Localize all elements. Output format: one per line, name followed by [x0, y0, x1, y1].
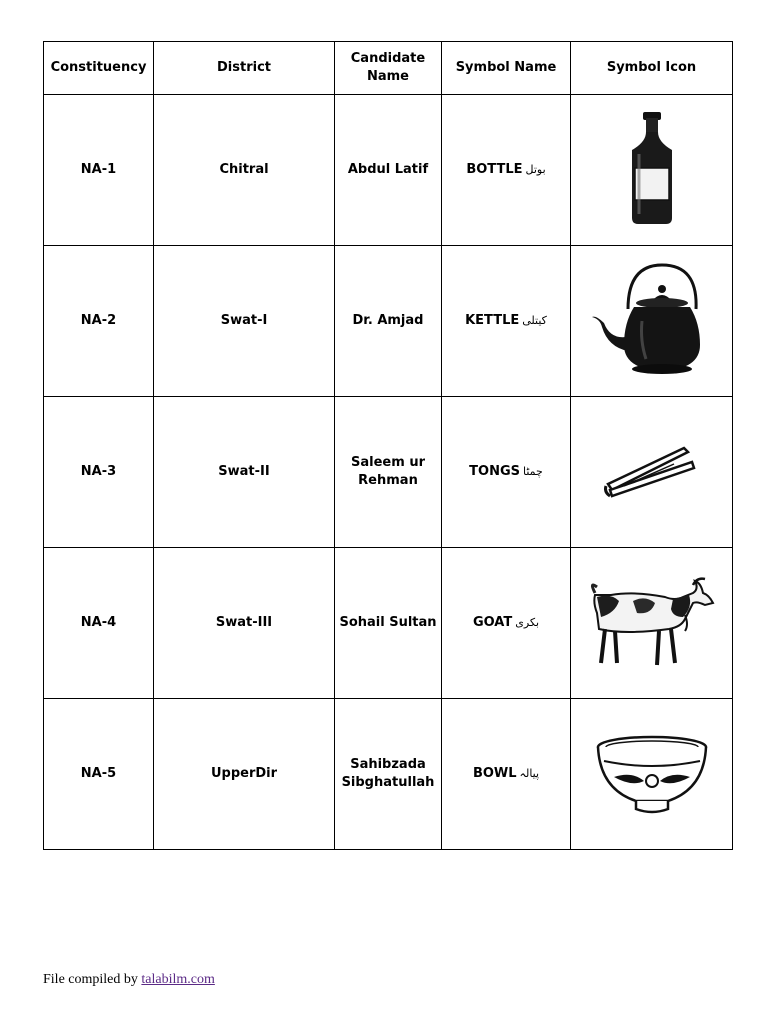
footer-link[interactable]: talabilm.com	[141, 972, 215, 987]
candidate-cell: Saleem ur Rehman	[335, 397, 442, 548]
footer-credit	[43, 972, 215, 988]
district-cell: Swat-III	[154, 548, 335, 699]
candidate-cell: Sahibzada Sibghatullah	[335, 699, 442, 850]
bowl-icon	[592, 731, 712, 817]
header-district: District	[154, 42, 335, 95]
symbol-name-cell	[442, 95, 571, 246]
symbol-name-urdu: چمٹا	[523, 465, 543, 478]
symbol-name-cell	[442, 397, 571, 548]
symbol-name-urdu: بوتل	[525, 163, 546, 176]
tongs-icon	[604, 442, 700, 502]
header-symbol-name: Symbol Name	[442, 42, 571, 95]
goat-icon	[585, 573, 719, 673]
symbol-name-en: BOWL	[472, 766, 517, 781]
district-cell: Chitral	[154, 95, 335, 246]
candidate-cell: Dr. Amjad	[335, 246, 442, 397]
header-constituency: Constituency	[44, 42, 154, 95]
table-row	[44, 548, 733, 699]
symbol-icon-cell	[571, 246, 733, 397]
bottle-icon	[622, 110, 682, 230]
table-row	[44, 397, 733, 548]
district-cell: UpperDir	[154, 699, 335, 850]
symbol-icon-cell	[571, 699, 733, 850]
constituency-cell: NA-5	[44, 699, 154, 850]
symbol-name-en: BOTTLE	[466, 162, 523, 177]
constituency-cell: NA-2	[44, 246, 154, 397]
symbol-name-urdu: کیتلی	[522, 314, 547, 327]
header-candidate-name: Candidate Name	[335, 42, 442, 95]
symbol-name-cell	[442, 246, 571, 397]
candidates-table	[43, 41, 733, 850]
table-row	[44, 246, 733, 397]
symbol-name-en: KETTLE	[465, 313, 520, 328]
district-cell: Swat-II	[154, 397, 335, 548]
table-header-row	[44, 42, 733, 95]
constituency-cell: NA-3	[44, 397, 154, 548]
candidate-cell: Abdul Latif	[335, 95, 442, 246]
symbol-name-cell	[442, 699, 571, 850]
table-row	[44, 699, 733, 850]
constituency-cell: NA-4	[44, 548, 154, 699]
footer-prefix: File compiled by	[43, 972, 138, 987]
candidate-cell: Sohail Sultan	[335, 548, 442, 699]
symbol-icon-cell	[571, 548, 733, 699]
symbol-name-cell	[442, 548, 571, 699]
kettle-icon	[590, 261, 714, 381]
symbol-name-en: GOAT	[472, 615, 513, 630]
table-row	[44, 95, 733, 246]
symbol-icon-cell	[571, 95, 733, 246]
symbol-name-en: TONGS	[469, 464, 520, 479]
header-symbol-icon: Symbol Icon	[571, 42, 733, 95]
district-cell: Swat-I	[154, 246, 335, 397]
symbol-name-urdu: پیالہ	[519, 767, 540, 780]
symbol-icon-cell	[571, 397, 733, 548]
symbol-name-urdu: بکری	[515, 616, 540, 629]
constituency-cell: NA-1	[44, 95, 154, 246]
